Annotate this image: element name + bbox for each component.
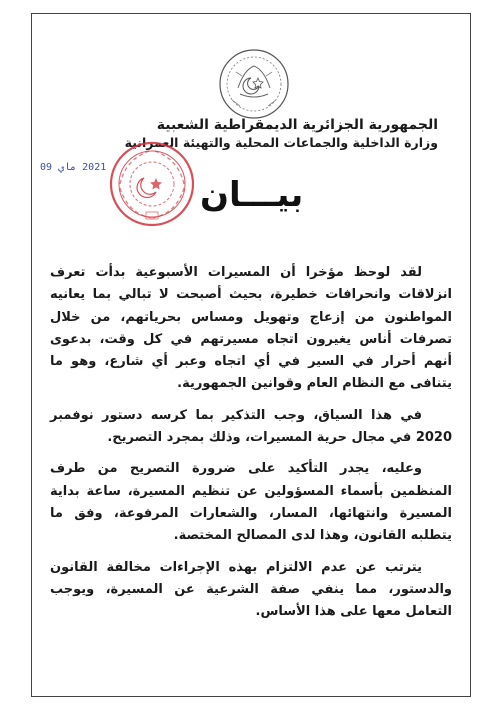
official-stamp-icon (106, 138, 198, 230)
paragraph: في هذا السياق، وجب التذكير بما كرسه دستور نوفمبر 2020 في مجال حرية المسيرات، وذلك بمجرد التصريح. (50, 407, 452, 446)
date-stamp: 2021 ماي 09 (40, 162, 107, 173)
paragraph: وعليه، يجدر التأكيد على ضرورة التصريح من طرف المنظمين بأسماء المسؤولين عن تنظيم المسيرة، ساعة بداية المسيرة وانتهائها، المسار، والشعارات المرفوعة، وفق ما يتطلبه القانون، وهذا لدى المصالح المختصة. (50, 461, 452, 544)
republic-name: الجمهورية الجزائرية الديمقراطية الشعبية (156, 117, 438, 133)
paragraph: يترتب عن عدم الالتزام بهذه الإجراءات مخالفة القانون والدستور، مما ينفي صفة الشرعية عن المسيرة، ويوجب التعامل معها على هذا الأساس. (50, 559, 452, 620)
paragraph: لقد لوحظ مؤخرا أن المسيرات الأسبوعية بدأت تعرف انزلاقات وانحرافات خطيرة، بحيث أصبحت لا تبالي بما يعانيه المواطنون من إزعاج وتهويل ومساس بحرياتهم، من خلال تصرفات أناس يغيرون اتجاه مسيرتهم في كل وقت، بدعوى أنهم أحرار في السير في أي اتجاه وعبر أي شارع، وهو ما يتنافى مع النظام العام وقوانين الجمهورية. (50, 265, 452, 392)
document-title: بيـــان (200, 175, 304, 215)
national-emblem-seal (218, 48, 290, 120)
ministry-name: وزارة الداخلية والجماعات المحلية والتهيئة العمرانية (124, 135, 438, 150)
document-body (50, 262, 452, 632)
